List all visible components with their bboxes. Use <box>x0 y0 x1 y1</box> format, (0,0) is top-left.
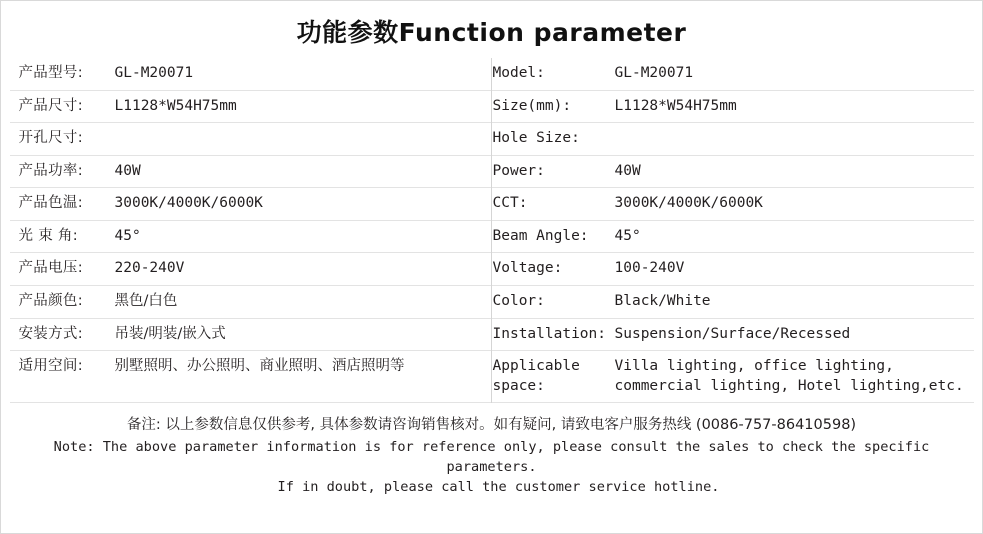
en-value-size: L1128*W54H75mm <box>614 97 737 114</box>
en-value-cct: 3000K/4000K/6000K <box>614 195 763 212</box>
en-label-applicable-space: Applicable space: <box>492 358 580 394</box>
en-value-power: 40W <box>614 162 641 179</box>
cn-value-installation: 吊装/明装/嵌入式 <box>114 325 226 342</box>
en-value-hole-size <box>615 123 974 156</box>
table-row <box>10 90 974 123</box>
table-row <box>10 188 974 221</box>
cn-value-cct: 3000K/4000K/6000K <box>114 195 263 212</box>
cn-label-model: 产品型号: <box>18 65 83 81</box>
cn-label-power: 产品功率: <box>18 162 83 179</box>
en-value-color: Black/White <box>614 292 711 309</box>
note-english <box>10 436 974 497</box>
en-value-model: GL-M20071 <box>614 65 694 81</box>
en-label-power: Power: <box>492 162 545 179</box>
cn-label-size: 产品尺寸: <box>18 97 83 114</box>
cn-label-installation: 安装方式: <box>18 325 83 342</box>
table-row <box>10 58 974 90</box>
spec-table-body <box>10 58 974 403</box>
en-value-voltage: 100-240V <box>614 260 685 277</box>
en-label-color: Color: <box>492 292 545 309</box>
table-row <box>10 253 974 286</box>
en-label-beam-angle: Beam Angle: <box>492 227 589 244</box>
specification-table <box>10 58 974 403</box>
cn-label-applicable-space: 适用空间: <box>18 358 83 375</box>
notes-section <box>10 403 974 497</box>
table-row <box>10 155 974 188</box>
cn-value-model: GL-M20071 <box>114 65 194 81</box>
cn-value-size: L1128*W54H75mm <box>114 97 237 114</box>
cn-label-color: 产品颜色: <box>18 292 83 309</box>
cn-label-voltage: 产品电压: <box>18 260 83 277</box>
page-title: 功能参数Function parameter <box>296 18 687 47</box>
note-english-line2: If in doubt, please call the customer service hotline. <box>277 478 720 495</box>
en-label-cct: CCT: <box>492 195 528 212</box>
en-label-hole-size: Hole Size: <box>492 130 580 147</box>
en-value-applicable-space: Villa lighting, office lighting, commercial lighting, Hotel lighting,etc. <box>614 358 964 394</box>
cn-value-voltage: 220-240V <box>114 260 185 277</box>
cn-label-hole-size: 开孔尺寸: <box>18 130 83 147</box>
cn-label-beam-angle: 光 束 角: <box>18 227 78 244</box>
en-value-installation: Suspension/Surface/Recessed <box>614 325 851 342</box>
en-label-size: Size(mm): <box>492 97 572 114</box>
cn-label-cct: 产品色温: <box>18 195 83 212</box>
table-row <box>10 318 974 351</box>
en-label-voltage: Voltage: <box>492 260 563 277</box>
cn-value-color: 黑色/白色 <box>114 292 178 309</box>
cn-value-power: 40W <box>114 162 141 179</box>
table-row <box>10 220 974 253</box>
table-row <box>10 123 974 156</box>
cn-value-beam-angle: 45° <box>114 227 141 244</box>
en-label-model: Model: <box>492 65 545 81</box>
en-value-beam-angle: 45° <box>614 227 641 244</box>
note-chinese: 备注: 以上参数信息仅供参考, 具体参数请咨询销售核对。如有疑问, 请致电客户服务热线 (0086-757-86410598) <box>126 417 857 434</box>
en-label-installation: Installation: <box>492 325 606 342</box>
note-english-line1: Note: The above parameter information is for reference only, please consult the sales to check the specific parameters. <box>53 439 930 475</box>
cn-value-applicable-space: 别墅照明、办公照明、商业照明、酒店照明等 <box>114 358 405 375</box>
table-row <box>10 351 974 403</box>
table-row <box>10 285 974 318</box>
cn-value-hole-size <box>111 123 492 156</box>
